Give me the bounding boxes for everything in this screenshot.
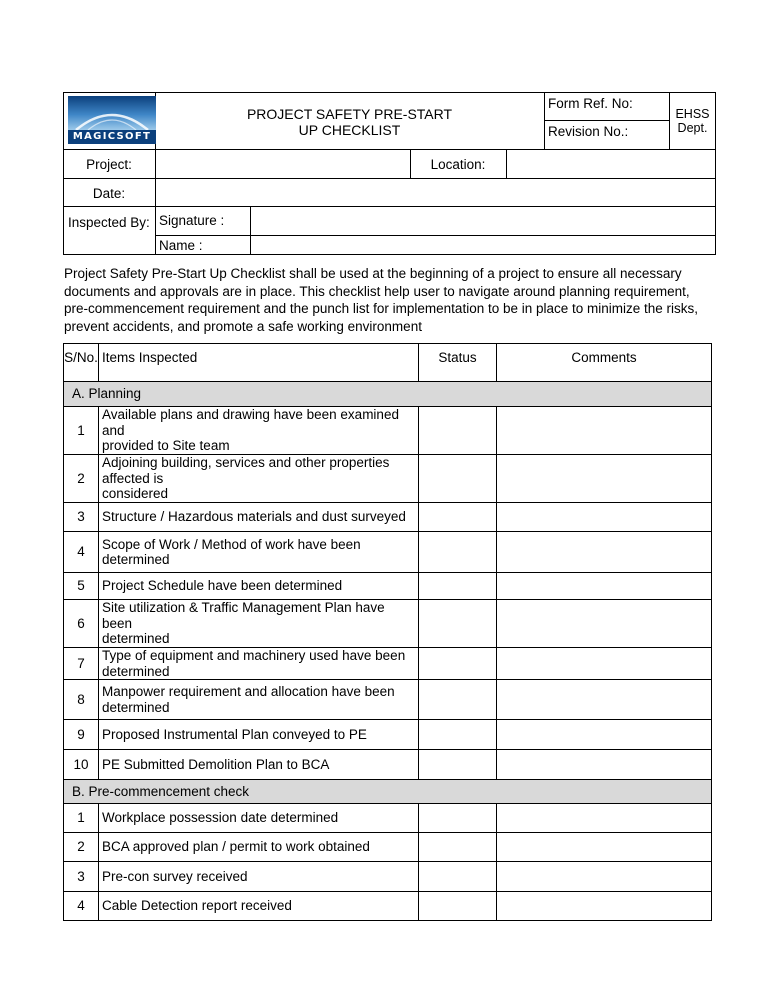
comments-cell[interactable] [497,680,712,720]
logo-text: MAGICSOFT [68,130,156,144]
table-row [64,804,712,833]
table-row [64,407,712,455]
info-divider [63,178,716,179]
item-number: 4 [64,532,99,573]
comments-cell[interactable] [497,720,712,750]
status-cell[interactable] [419,407,497,455]
item-description: Scope of Work / Method of work have been determined [99,532,419,573]
comments-cell[interactable] [497,455,712,503]
signature-field[interactable] [252,208,714,234]
status-cell[interactable] [419,532,497,573]
info-divider [63,206,716,207]
info-divider [250,206,251,255]
table-header-row [64,344,712,382]
form-ref-label: Form Ref. No: [548,96,633,111]
item-description: Project Schedule have been determined [99,573,419,600]
table-row [64,680,712,720]
item-number: 7 [64,648,99,680]
status-cell[interactable] [419,600,497,648]
status-cell[interactable] [419,892,497,921]
table-row [64,892,712,921]
col-header-comments: Comments [497,344,712,382]
section-row [64,780,712,804]
form-title-line1: PROJECT SAFETY PRE-START [246,106,453,122]
table-row [64,720,712,750]
col-header-sno: S/No. [64,344,99,382]
info-divider [155,235,716,236]
project-field[interactable] [157,151,409,177]
table-row [64,833,712,862]
table-row [64,600,712,648]
logo-graphic [68,96,156,130]
item-number: 10 [64,750,99,780]
table-row [64,532,712,573]
comments-cell[interactable] [497,573,712,600]
item-description: Available plans and drawing have been examined and provided to Site team [99,407,419,455]
item-description: Cable Detection report received [99,892,419,921]
date-label: Date: [92,186,126,201]
status-cell[interactable] [419,833,497,862]
item-number: 4 [64,892,99,921]
col-header-items: Items Inspected [99,344,419,382]
table-row [64,455,712,503]
comments-cell[interactable] [497,892,712,921]
status-cell[interactable] [419,680,497,720]
name-field[interactable] [252,237,714,253]
item-description: Structure / Hazardous materials and dust surveyed [99,503,419,532]
status-cell[interactable] [419,503,497,532]
name-label: Name : [159,238,203,253]
comments-cell[interactable] [497,648,712,680]
item-number: 5 [64,573,99,600]
status-cell[interactable] [419,750,497,780]
intro-paragraph: Project Safety Pre-Start Up Checklist shall be used at the beginning of a project to ensure all necessary documents and approvals are in place. This checklist help user to navigate around planning requirement, pre-commencement requirement and the punch list for implementation to be in place to minimize the risks, prevent accidents, and promote a safe working environment [64,266,699,334]
comments-cell[interactable] [497,407,712,455]
item-description: Site utilization & Traffic Management Plan have been determined [99,600,419,648]
item-number: 8 [64,680,99,720]
table-row [64,573,712,600]
comments-cell[interactable] [497,532,712,573]
item-description: PE Submitted Demolition Plan to BCA [99,750,419,780]
planning-rows [64,407,712,780]
comments-cell[interactable] [497,833,712,862]
table-row [64,648,712,680]
item-description: Proposed Instrumental Plan conveyed to PE [99,720,419,750]
status-cell[interactable] [419,455,497,503]
item-description: Pre-con survey received [99,862,419,892]
table-row [64,750,712,780]
comments-cell[interactable] [497,503,712,532]
header-divider [544,120,669,121]
item-description: BCA approved plan / permit to work obtained [99,833,419,862]
project-label: Project: [86,157,132,172]
company-logo [68,96,156,146]
info-divider [155,149,156,255]
dept-line2: Dept. [677,121,708,135]
table-row [64,862,712,892]
item-number: 6 [64,600,99,648]
status-cell[interactable] [419,804,497,833]
form-title [155,106,544,138]
comments-cell[interactable] [497,750,712,780]
item-description: Manpower requirement and allocation have been determined [99,680,419,720]
item-number: 3 [64,862,99,892]
dept-label [669,107,716,135]
form-title-line2: UP CHECKLIST [298,122,401,138]
status-cell[interactable] [419,720,497,750]
header-divider [544,92,545,150]
section-row [64,382,712,407]
comments-cell[interactable] [497,862,712,892]
item-description: Type of equipment and machinery used have been determined [99,648,419,680]
item-number: 2 [64,833,99,862]
comments-cell[interactable] [497,804,712,833]
item-number: 1 [64,804,99,833]
info-divider [506,149,507,178]
inspected-by-label: Inspected By: [68,215,150,230]
comments-cell[interactable] [497,600,712,648]
date-field[interactable] [157,180,714,205]
item-number: 3 [64,503,99,532]
precommencement-rows [64,804,712,921]
dept-line1: EHSS [675,107,710,121]
item-description: Adjoining building, services and other properties affected is considered [99,455,419,503]
logo-arc-icon [68,96,156,130]
table-row [64,503,712,532]
col-header-status: Status [419,344,497,382]
status-cell[interactable] [419,573,497,600]
revision-label: Revision No.: [548,124,629,139]
location-field[interactable] [508,151,714,177]
location-label: Location: [430,157,486,172]
item-number: 9 [64,720,99,750]
checklist-table [63,343,712,921]
signature-label: Signature : [159,213,225,228]
status-cell[interactable] [419,648,497,680]
item-description: Workplace possession date determined [99,804,419,833]
section-a-label: A. Planning [64,382,712,407]
item-number: 2 [64,455,99,503]
section-b-label: B. Pre-commencement check [64,780,712,804]
status-cell[interactable] [419,862,497,892]
item-number: 1 [64,407,99,455]
